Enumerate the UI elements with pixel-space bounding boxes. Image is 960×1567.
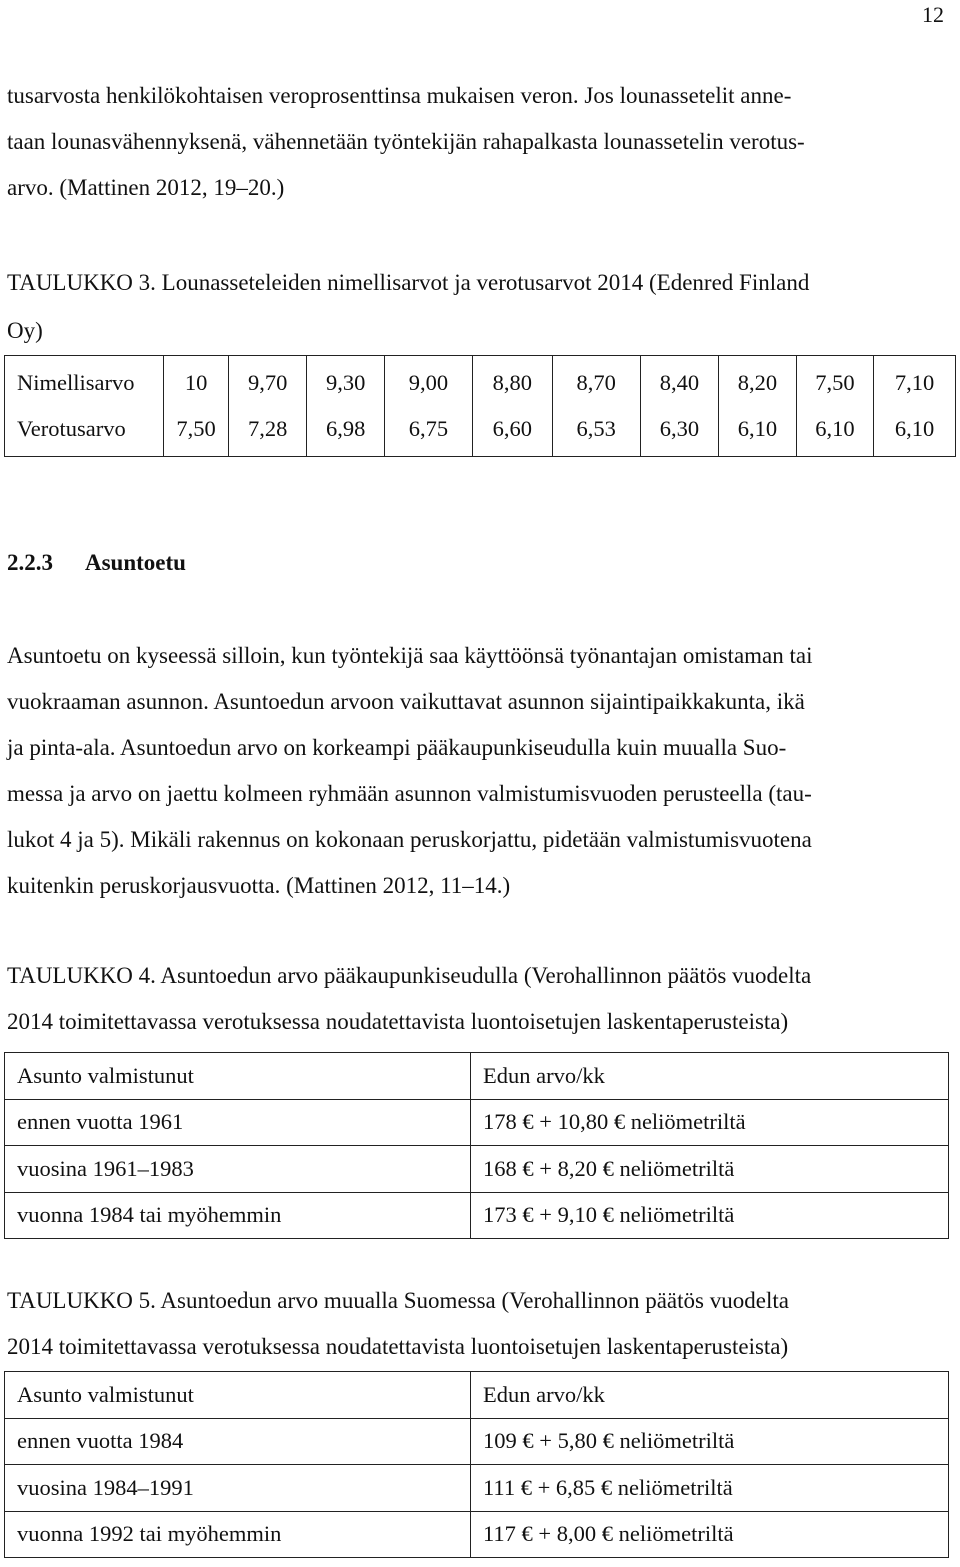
row-label: Nimellisarvo: [5, 356, 164, 407]
table-cell: 6,98: [307, 406, 384, 457]
table-cell: 9,00: [384, 356, 472, 407]
rest-of-finland-housing-table: [4, 1371, 949, 1558]
table-cell: 111 € + 6,85 € neliömetriltä: [471, 1465, 949, 1512]
table-header-row: [5, 1372, 949, 1419]
table-cell: 10: [164, 356, 229, 407]
table-cell: 109 € + 5,80 € neliömetriltä: [471, 1418, 949, 1465]
table-cell: ennen vuotta 1984: [5, 1418, 471, 1465]
section-number: 2.2.3: [7, 550, 53, 575]
table-cell: 6,60: [473, 406, 553, 457]
table-cell: 178 € + 10,80 € neliömetriltä: [471, 1099, 949, 1146]
table-cell: 168 € + 8,20 € neliömetriltä: [471, 1146, 949, 1193]
table-row: [5, 1099, 949, 1146]
table-cell: 8,80: [473, 356, 553, 407]
body-line-3: ja pinta-ala. Asuntoedun arvo on korkeampi pääkaupunkiseudulla kuin muualla Suo-: [7, 735, 787, 760]
section-heading: [7, 550, 186, 576]
intro-line-3: arvo. (Mattinen 2012, 19–20.): [7, 175, 285, 200]
table-cell: ennen vuotta 1961: [5, 1099, 471, 1146]
column-header: Edun arvo/kk: [471, 1372, 949, 1419]
table-cell: 8,20: [719, 356, 796, 407]
table-row: [5, 406, 956, 457]
table3-caption-line-1: TAULUKKO 3. Lounasseteleiden nimellisarvot ja verotusarvot 2014 (Edenred Finland: [7, 270, 810, 295]
table-cell: vuosina 1961–1983: [5, 1146, 471, 1193]
table-cell: 8,40: [640, 356, 719, 407]
body-line-1: Asuntoetu on kyseessä silloin, kun työntekijä saa käyttöönsä työnantajan omistaman tai: [7, 643, 813, 668]
table-cell: 7,28: [228, 406, 307, 457]
table-row: [5, 1418, 949, 1465]
table-cell: 6,30: [640, 406, 719, 457]
table-row: [5, 1465, 949, 1512]
table5-caption-line-2: 2014 toimitettavassa verotuksessa noudatettavista luontoisetujen laskentaperusteista): [7, 1334, 789, 1359]
table4-caption-line-2: 2014 toimitettavassa verotuksessa noudatettavista luontoisetujen laskentaperusteista): [7, 1009, 789, 1034]
column-header: Edun arvo/kk: [471, 1053, 949, 1100]
capital-region-housing-table: [4, 1052, 949, 1239]
table3-caption-line-2: Oy): [7, 318, 43, 343]
table-cell: 7,10: [874, 356, 956, 407]
body-line-4: messa ja arvo on jaettu kolmeen ryhmään asunnon valmistumisvuoden perusteella (tau-: [7, 781, 812, 806]
table-cell: vuosina 1984–1991: [5, 1465, 471, 1512]
table-cell: 6,53: [552, 406, 640, 457]
table-cell: 7,50: [796, 356, 873, 407]
lunch-voucher-table: [4, 355, 956, 457]
intro-line-1: tusarvosta henkilökohtaisen veroprosenttinsa mukaisen veron. Jos lounassetelit anne-: [7, 83, 792, 108]
table-cell: vuonna 1992 tai myöhemmin: [5, 1511, 471, 1558]
table-header-row: [5, 1053, 949, 1100]
table-cell: 9,30: [307, 356, 384, 407]
page-number: 12: [922, 2, 944, 27]
table-cell: 173 € + 9,10 € neliömetriltä: [471, 1192, 949, 1239]
intro-line-2: taan lounasvähennyksenä, vähennetään työntekijän rahapalkasta lounassetelin verotus-: [7, 129, 805, 154]
body-line-5: lukot 4 ja 5). Mikäli rakennus on kokonaan peruskorjattu, pidetään valmistumisvuotena: [7, 827, 812, 852]
table-cell: 9,70: [228, 356, 307, 407]
table-cell: 7,50: [164, 406, 229, 457]
table-cell: 117 € + 8,00 € neliömetriltä: [471, 1511, 949, 1558]
section-title: Asuntoetu: [85, 550, 186, 575]
table-row: [5, 1192, 949, 1239]
body-line-2: vuokraaman asunnon. Asuntoedun arvoon vaikuttavat asunnon sijaintipaikkakunta, ikä: [7, 689, 805, 714]
table-cell: 6,10: [796, 406, 873, 457]
table5-caption-line-1: TAULUKKO 5. Asuntoedun arvo muualla Suomessa (Verohallinnon päätös vuodelta: [7, 1288, 789, 1313]
table-cell: 6,10: [874, 406, 956, 457]
body-line-6: kuitenkin peruskorjausvuotta. (Mattinen 2012, 11–14.): [7, 873, 511, 898]
table-row: [5, 1146, 949, 1193]
table4-caption-line-1: TAULUKKO 4. Asuntoedun arvo pääkaupunkiseudulla (Verohallinnon päätös vuodelta: [7, 963, 812, 988]
table-cell: 6,10: [719, 406, 796, 457]
table-row: [5, 1511, 949, 1558]
table-cell: 6,75: [384, 406, 472, 457]
column-header: Asunto valmistunut: [5, 1053, 471, 1100]
row-label: Verotusarvo: [5, 406, 164, 457]
table-cell: 8,70: [552, 356, 640, 407]
table-cell: vuonna 1984 tai myöhemmin: [5, 1192, 471, 1239]
column-header: Asunto valmistunut: [5, 1372, 471, 1419]
table-row: [5, 356, 956, 407]
